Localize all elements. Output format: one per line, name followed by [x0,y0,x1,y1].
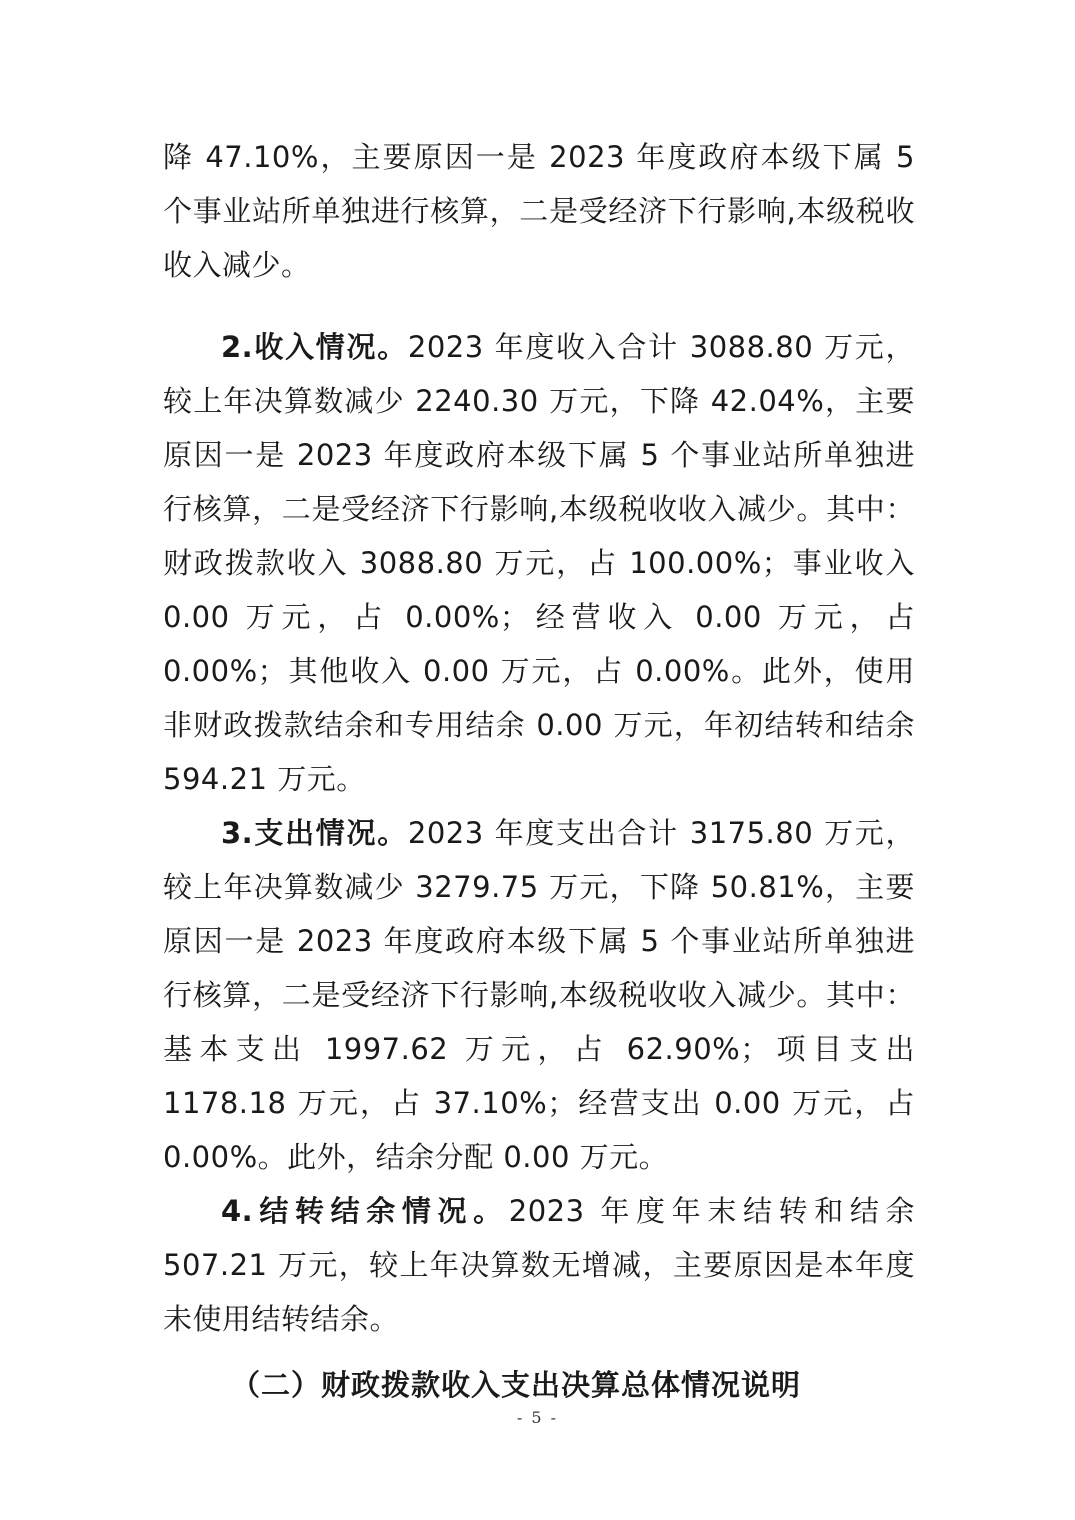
income-heading: 2.收入情况。 [221,330,408,364]
income-text: 2023 年度收入合计 3088.80 万元，较上年决算数减少 2240.30 万元，下降 42.04%，主要原因一是 2023 年度政府本级下属 5 个事业站所单独进行核算，二是受经济下行影响,本级税收收入减少。其中：财政拨款收入 3088.80 万元，占 100.00%；事业收入 0.00 万元，占 0.00%；经营收入 0.00 万元，占 0.00%；其他收入 0.00 万元，占 0.00%。此外，使用非财政拨款结余和专用结余 0.00 万元，年初结转和结余 594.21 万元。 [163,330,915,796]
expenditure-heading: 3.支出情况。 [221,816,408,850]
carryover-heading: 4.结转结余情况。 [221,1194,509,1228]
page-number: - 5 - [516,1408,559,1427]
continuation-paragraph: 降 47.10%，主要原因一是 2023 年度政府本级下属 5 个事业站所单独进行核算，二是受经济下行影响,本级税收收入减少。 [163,140,915,282]
carryover-text: 2023 年度年末结转和结余 507.21 万元，较上年决算数无增减，主要原因是本年度未使用结转结余。 [163,1194,915,1336]
expenditure-text: 2023 年度支出合计 3175.80 万元，较上年决算数减少 3279.75 万元，下降 50.81%，主要原因一是 2023 年度政府本级下属 5 个事业站所单独进行核算，二是受经济下行影响,本级税收收入减少。其中：基本支出 1997.62 万元，占 62.90%；项目支出 1178.18 万元，占 37.10%；经营支出 0.00 万元，占 0.00%。此外，结余分配 0.00 万元。 [163,816,915,1174]
section-heading: （二）财政拨款收入支出决算总体情况说明 [231,1368,802,1402]
carryover-paragraph [163,1184,915,1346]
income-paragraph [163,320,915,806]
expenditure-paragraph [163,806,915,1184]
document-body [163,130,915,1412]
